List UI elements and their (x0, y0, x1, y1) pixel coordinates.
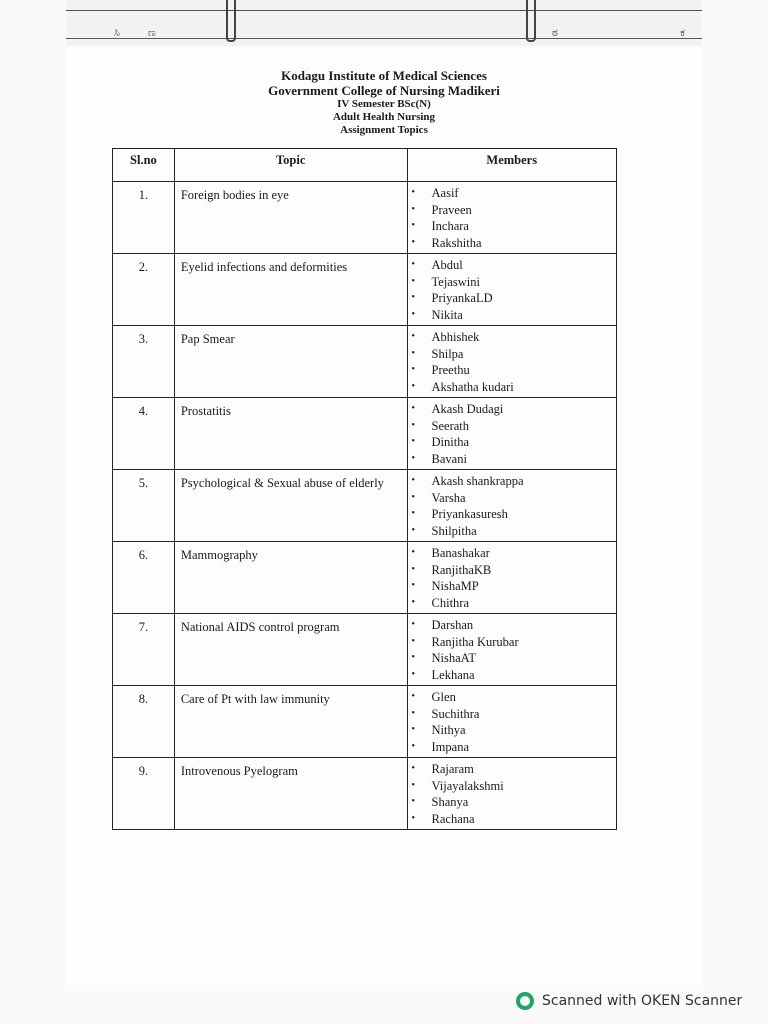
member-item: • PriyankaLD (432, 290, 610, 307)
member-item: • Dinitha (432, 434, 610, 451)
row-serial-number: 3. (113, 326, 175, 398)
members-list (432, 473, 610, 539)
scanner-text: Scanned with OKEN Scanner (542, 993, 743, 1009)
member-item: • Impana (432, 739, 610, 756)
row-topic: Pap Smear (174, 326, 407, 398)
member-item: • Shanya (432, 794, 610, 811)
college-name: Government College of Nursing Madikeri (268, 83, 500, 98)
row-members (407, 326, 616, 398)
member-item: • Ranjitha Kurubar (432, 634, 610, 651)
table-header-row (113, 149, 617, 182)
strip-mark: ಸಿ (114, 26, 120, 39)
members-list (432, 617, 610, 683)
member-item: • Abdul (432, 257, 610, 274)
document-title: Assignment Topics (340, 124, 428, 136)
row-serial-number: 7. (113, 614, 175, 686)
table-row (113, 758, 617, 830)
row-topic: Foreign bodies in eye (174, 182, 407, 254)
member-item: • Abhishek (432, 329, 610, 346)
row-serial-number: 8. (113, 686, 175, 758)
member-item: • Akash shankrappa (432, 473, 610, 490)
row-topic: Mammography (174, 542, 407, 614)
scanner-watermark (516, 990, 742, 1012)
binder-clip-icon (226, 0, 236, 42)
member-item: • Rakshitha (432, 235, 610, 252)
row-members (407, 182, 616, 254)
member-item: • Preethu (432, 362, 610, 379)
row-topic: Care of Pt with law immunity (174, 686, 407, 758)
strip-mark: ಠ (552, 26, 558, 39)
member-item: • NishaAT (432, 650, 610, 667)
member-item: • Tejaswini (432, 274, 610, 291)
member-item: • Vijayalakshmi (432, 778, 610, 795)
members-list (432, 329, 610, 395)
row-members (407, 686, 616, 758)
column-header-members: Members (407, 149, 616, 182)
member-item: • NishaMP (432, 578, 610, 595)
member-item: • Bavani (432, 451, 610, 468)
row-serial-number: 9. (113, 758, 175, 830)
row-members (407, 758, 616, 830)
member-item: • Lekhana (432, 667, 610, 684)
row-members (407, 398, 616, 470)
row-topic: Eyelid infections and deformities (174, 254, 407, 326)
oken-logo-icon (516, 992, 534, 1010)
members-list (432, 761, 610, 827)
members-list (432, 401, 610, 467)
strip-mark: ಣ (148, 26, 156, 39)
row-serial-number: 4. (113, 398, 175, 470)
member-item: • Darshan (432, 617, 610, 634)
member-item: • Priyankasuresh (432, 506, 610, 523)
members-list (432, 689, 610, 755)
member-item: • Rachana (432, 811, 610, 828)
table-row (113, 470, 617, 542)
row-members (407, 254, 616, 326)
member-item: • Nithya (432, 722, 610, 739)
member-item: • Nikita (432, 307, 610, 324)
row-serial-number: 1. (113, 182, 175, 254)
top-binder-strip (66, 0, 702, 46)
row-serial-number: 2. (113, 254, 175, 326)
strip-mark: ಕ (680, 26, 685, 39)
member-item: • Akshatha kudari (432, 379, 610, 396)
row-topic: Prostatitis (174, 398, 407, 470)
row-members (407, 614, 616, 686)
assignment-table (112, 148, 617, 830)
table-row (113, 398, 617, 470)
members-list (432, 545, 610, 611)
column-header-slno: Sl.no (113, 149, 175, 182)
institute-name: Kodagu Institute of Medical Sciences (281, 68, 487, 83)
subject-label: Adult Health Nursing (332, 111, 436, 123)
table-row (113, 542, 617, 614)
member-item: • Akash Dudagi (432, 401, 610, 418)
member-item: • Banashakar (432, 545, 610, 562)
row-topic: Introvenous Pyelogram (174, 758, 407, 830)
member-item: • Rajaram (432, 761, 610, 778)
member-item: • Shilpitha (432, 523, 610, 540)
member-item: • RanjithaKB (432, 562, 610, 579)
table-row (113, 614, 617, 686)
member-item: • Praveen (432, 202, 610, 219)
row-serial-number: 5. (113, 470, 175, 542)
table-row (113, 182, 617, 254)
members-list (432, 185, 610, 251)
member-item: • Shilpa (432, 346, 610, 363)
member-item: • Seerath (432, 418, 610, 435)
row-topic: National AIDS control program (174, 614, 407, 686)
member-item: • Aasif (432, 185, 610, 202)
row-members (407, 470, 616, 542)
member-item: • Inchara (432, 218, 610, 235)
member-item: • Chithra (432, 595, 610, 612)
table-body (113, 182, 617, 830)
table-row (113, 686, 617, 758)
member-item: • Varsha (432, 490, 610, 507)
row-topic: Psychological & Sexual abuse of elderly (174, 470, 407, 542)
column-header-topic: Topic (174, 149, 407, 182)
members-list (432, 257, 610, 323)
table-row (113, 254, 617, 326)
row-members (407, 542, 616, 614)
semester-label: IV Semester BSc(N) (337, 98, 431, 110)
member-item: • Suchithra (432, 706, 610, 723)
row-serial-number: 6. (113, 542, 175, 614)
binder-clip-icon (526, 0, 536, 42)
table-row (113, 326, 617, 398)
member-item: • Glen (432, 689, 610, 706)
